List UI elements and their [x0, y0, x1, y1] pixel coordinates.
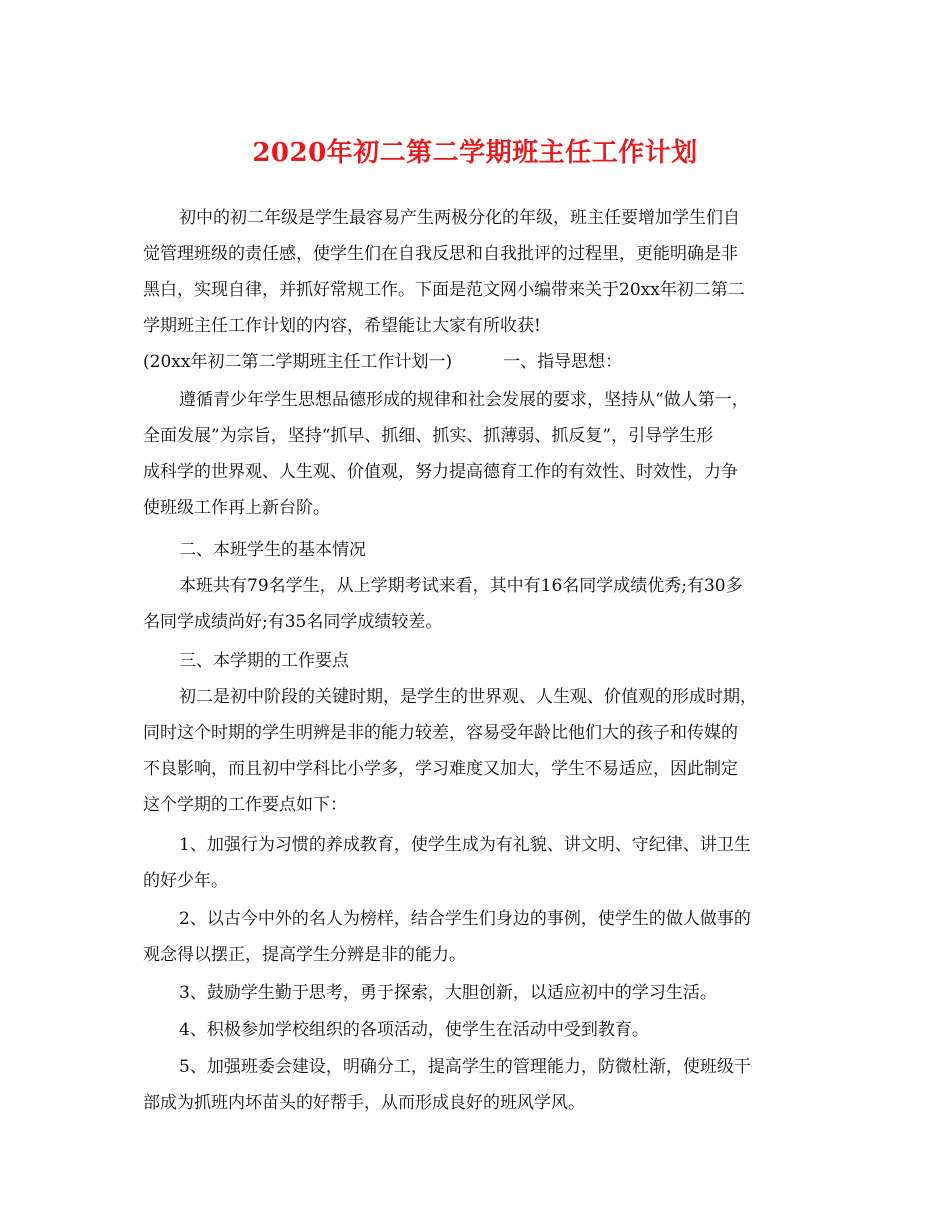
text-line: 使班级工作再上新台阶。 — [143, 498, 330, 518]
text-line: 觉管理班级的责任感，使学生们在自我反思和自我批评的过程里，更能明确是非 — [143, 244, 738, 264]
text-line: 学期班主任工作计划的内容，希望能让大家有所收获! — [143, 316, 541, 336]
list-item — [143, 975, 823, 1011]
work-points-paragraph — [143, 679, 823, 823]
text-line: 二、本班学生的基本情况 — [179, 540, 366, 560]
plan-heading-line — [143, 344, 823, 380]
text-line: 同时这个时期的学生明辨是非的能力较差，容易受年龄比他们大的孩子和传媒的 — [143, 723, 738, 743]
text-line: 不良影响，而且初中学科比小学多，学习难度又加大，学生不易适应，因此制定 — [143, 759, 738, 779]
text-line: 5、加强班委会建设，明确分工，提高学生的管理能力，防微杜渐，使班级干 — [179, 1057, 751, 1077]
list-item — [143, 1049, 823, 1121]
text-line: 成科学的世界观、人生观、价值观，努力提高德育工作的有效性、时效性，力争 — [143, 462, 738, 482]
text-line: 1、加强行为习惯的养成教育，使学生成为有礼貌、讲文明、守纪律、讲卫生 — [179, 835, 751, 855]
list-item — [143, 901, 823, 973]
section-heading — [143, 643, 823, 679]
text-line: 的好少年。 — [143, 871, 228, 891]
text-line: 3、鼓励学生勤于思考，勇于探索，大胆创新，以适应初中的学习生活。 — [179, 983, 717, 1003]
text-line: 初中的初二年级是学生最容易产生两极分化的年级，班主任要增加学生们自 — [179, 208, 740, 228]
text-line: 4、积极参加学校组织的各项活动，使学生在活动中受到教育。 — [179, 1020, 649, 1040]
text-line: 黑白，实现自律，并抓好常规工作。下面是范文网小编带来关于20xx年初二第二 — [143, 280, 745, 300]
document-title: 2020年初二第二学期班主任工作计划 — [252, 138, 698, 168]
guiding-ideology-paragraph — [143, 382, 823, 526]
text-line: (20xx年初二第二学期班主任工作计划一) 一、指导思想： — [143, 352, 623, 372]
text-line: 部成为抓班内坏苗头的好帮手，从而形成良好的班风学风。 — [143, 1093, 585, 1113]
intro-paragraph — [143, 200, 823, 344]
text-line: 这个学期的工作要点如下： — [143, 795, 347, 815]
list-item — [143, 827, 823, 899]
text-line: 名同学成绩尚好;有35名同学成绩较差。 — [143, 612, 443, 632]
student-situation-paragraph — [143, 568, 823, 640]
text-line: 本班共有79名学生，从上学期考试来看，其中有16名同学成绩优秀;有30多 — [179, 576, 743, 596]
text-line: 全面发展”为宗旨，坚持“抓早、抓细、抓实、抓薄弱、抓反复”，引导学生形 — [143, 426, 714, 446]
text-line: 2、以古今中外的名人为榜样，结合学生们身边的事例，使学生的做人做事的 — [179, 909, 751, 929]
text-line: 遵循青少年学生思想品德形成的规律和社会发展的要求，坚持从“做人第一， — [179, 390, 749, 410]
text-line: 观念得以摆正，提高学生分辨是非的能力。 — [143, 945, 466, 965]
section-heading — [143, 532, 823, 568]
list-item — [143, 1012, 823, 1048]
text-line: 初二是初中阶段的关键时期，是学生的世界观、人生观、价值观的形成时期， — [179, 687, 757, 707]
text-line: 三、本学期的工作要点 — [179, 651, 349, 671]
